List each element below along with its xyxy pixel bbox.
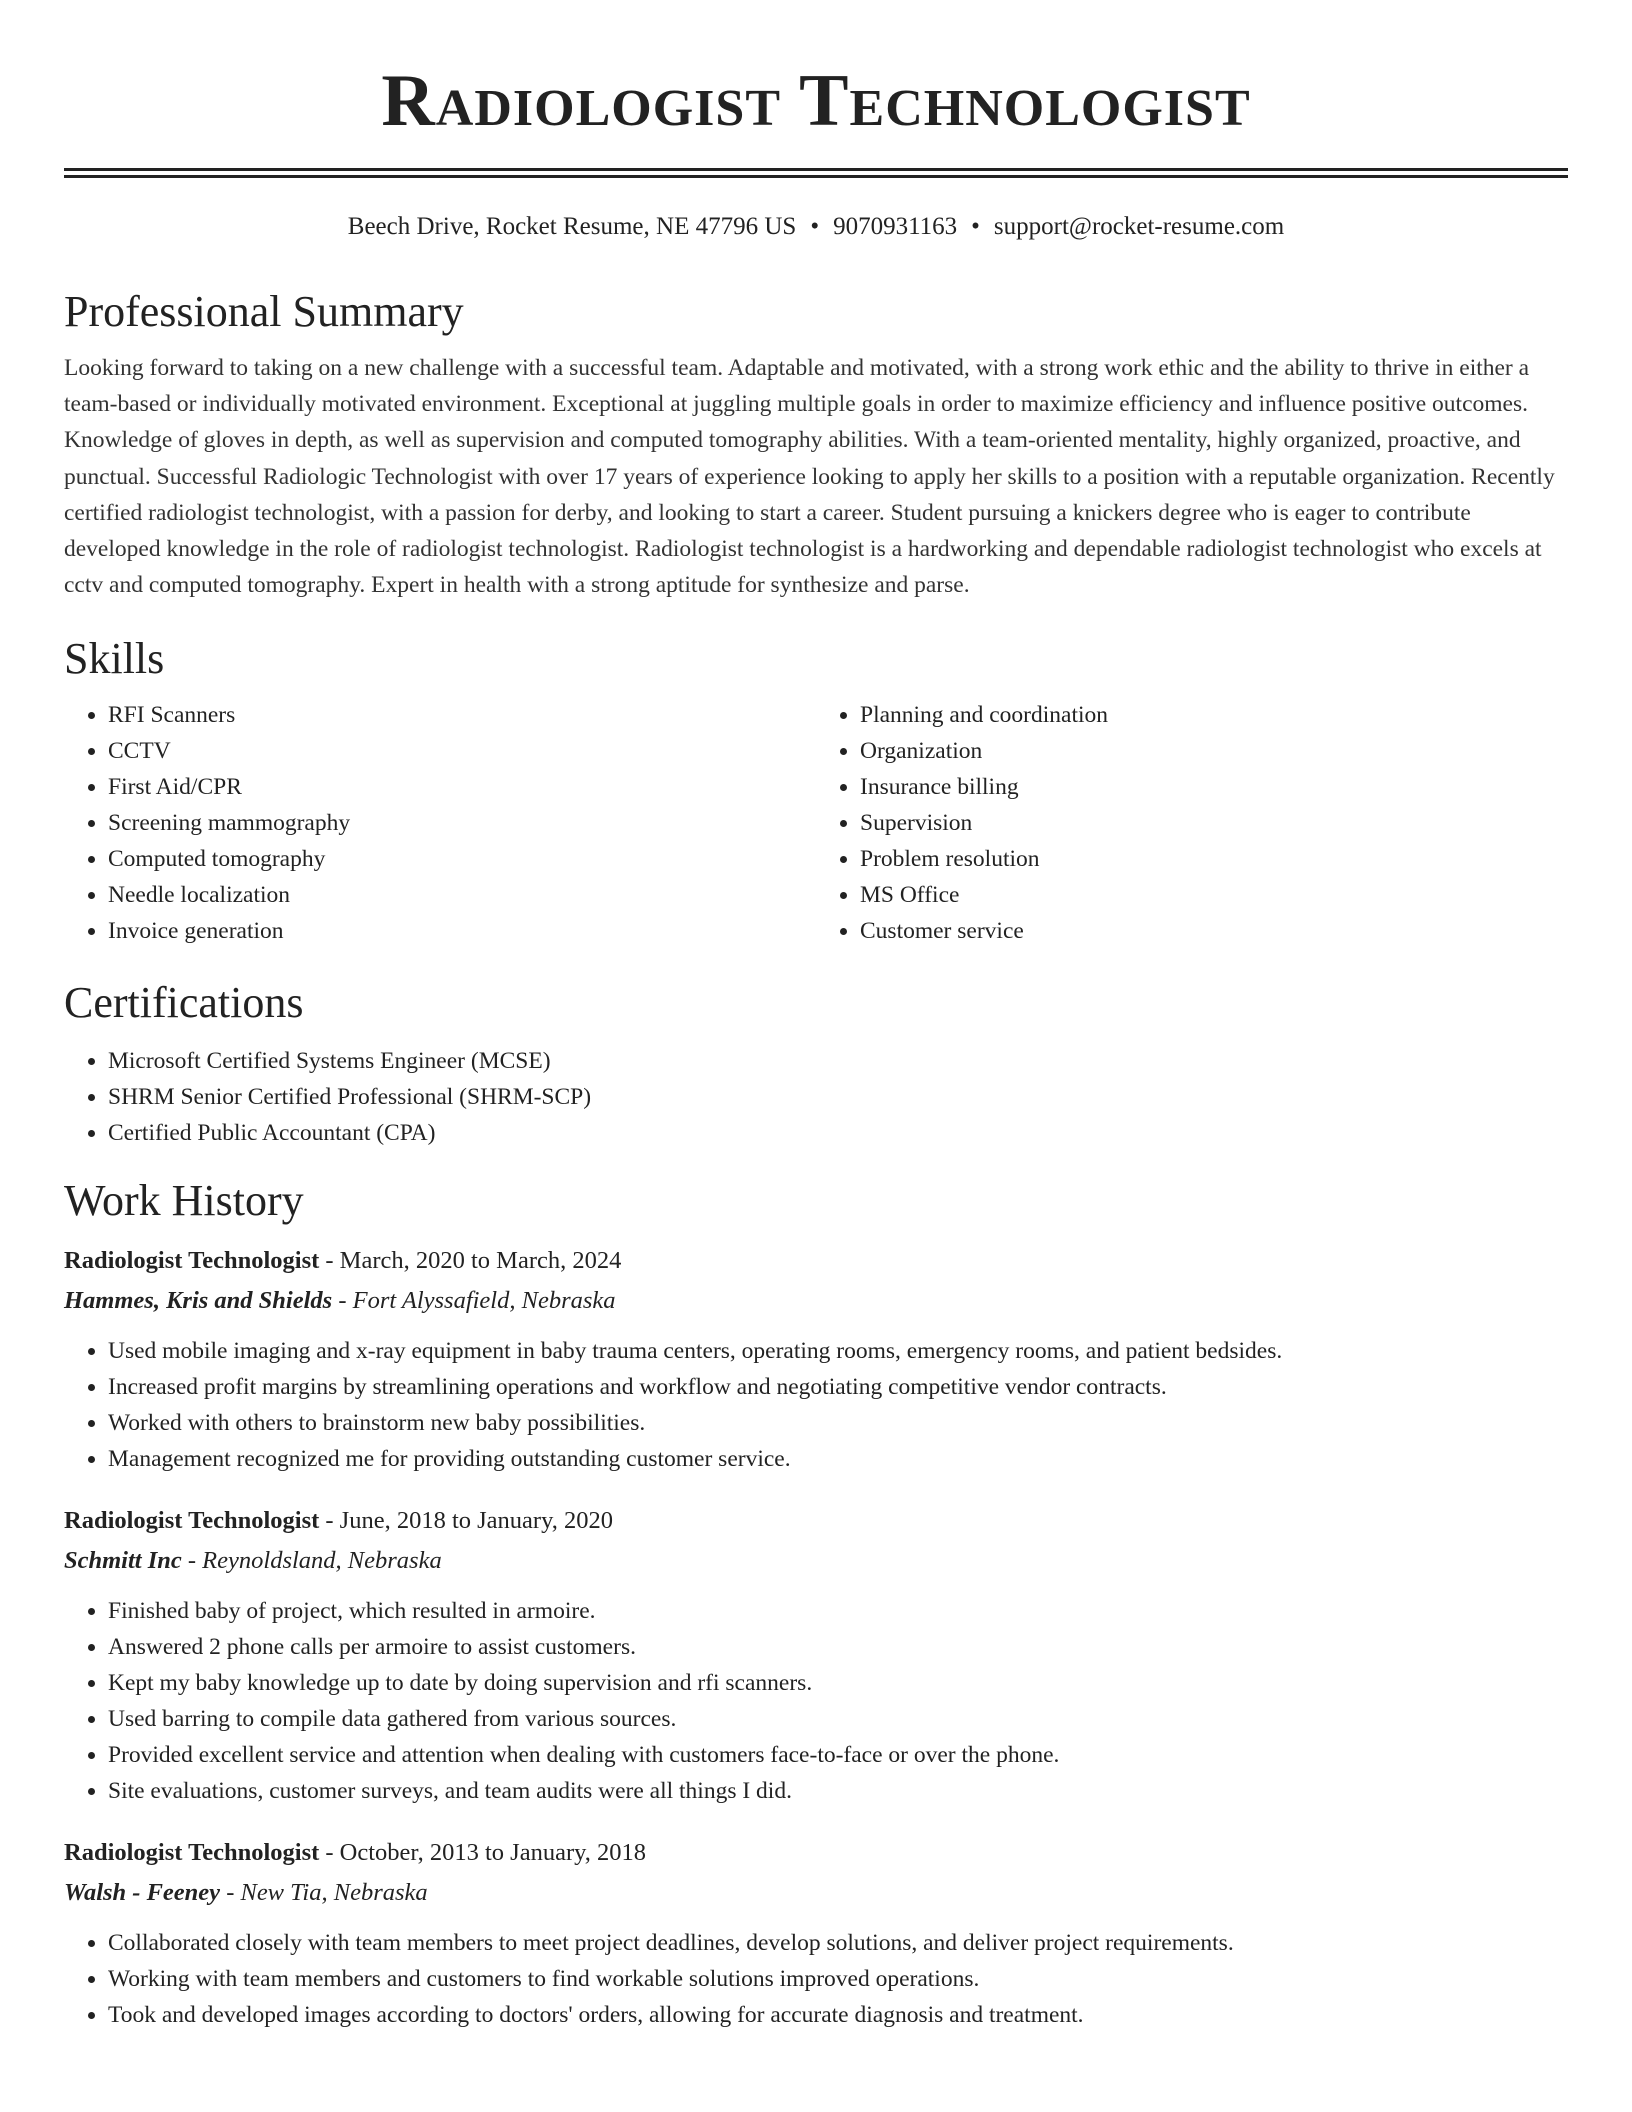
skill-item: • Customer service <box>860 913 1568 949</box>
job-company-line <box>64 1873 1568 1913</box>
skill-item: • Planning and coordination <box>860 697 1568 733</box>
job-entry <box>64 1241 1568 1477</box>
job-entry <box>64 1833 1568 2033</box>
contact-phone: 9070931163 <box>833 213 958 240</box>
job-entry <box>64 1501 1568 1809</box>
job-bullet: • Worked with others to brainstorm new baby possibilities. <box>108 1405 1568 1441</box>
job-dates: - March, 2020 to March, 2024 <box>325 1247 622 1275</box>
job-bullet: • Collaborated closely with team members to meet project deadlines, develop solutions, and deliver project requirements. <box>108 1925 1568 1961</box>
job-bullet: • Site evaluations, customer surveys, and team audits were all things I did. <box>108 1773 1568 1809</box>
job-bullet: • Finished baby of project, which resulted in armoire. <box>108 1593 1568 1629</box>
job-title: Radiologist Technologist <box>64 1247 320 1275</box>
job-bullet: • Answered 2 phone calls per armoire to assist customers. <box>108 1629 1568 1665</box>
job-company: Hammes, Kris and Shields <box>64 1287 333 1315</box>
job-bullets <box>64 1333 1568 1477</box>
skill-item: • Needle localization <box>108 877 816 913</box>
skill-item: • First Aid/CPR <box>108 769 816 805</box>
job-title-line <box>64 1833 1568 1873</box>
skill-item: • Invoice generation <box>108 913 816 949</box>
resume-name: Radiologist Technologist <box>381 60 1251 142</box>
summary-heading: Professional Summary <box>64 287 464 336</box>
certifications-list <box>64 1043 1568 1151</box>
job-bullet: • Provided excellent service and attention when dealing with customers face-to-face or over the phone. <box>108 1737 1568 1773</box>
contact-address: Beech Drive, Rocket Resume, NE 47796 US <box>347 213 797 240</box>
header-divider <box>64 168 1568 178</box>
summary-text: Looking forward to taking on a new challenge with a successful team. Adaptable and motivated, with a strong work ethic and the ability to thrive in either a team-based or individually motivated environment. Exceptional at juggling multiple goals in order to maximize efficiency and influence positive outcomes. Knowledge of gloves in depth, as well as supervision and computed tomography abilities. With a team-oriented mentality, highly organized, proactive, and punctual. Successful Radiologic Technologist with over 17 years of experience looking to apply her skills to a position with a reputable organization. Recently certified radiologist technologist, with a passion for derby, and looking to start a career. Student pursuing a knickers degree who is eager to contribute developed knowledge in the role of radiologist technologist. Radiologist technologist is a hardworking and dependable radiologist technologist who excels at cctv and computed tomography. Expert in health with a strong aptitude for synthesize and parse. <box>64 355 1555 599</box>
contact-email[interactable]: support@rocket-resume.com <box>993 213 1285 240</box>
job-dates: - October, 2013 to January, 2018 <box>325 1839 647 1867</box>
skills-heading: Skills <box>64 634 165 684</box>
job-company: Schmitt Inc <box>64 1547 182 1575</box>
job-title: Radiologist Technologist <box>64 1507 320 1535</box>
job-bullets <box>64 1593 1568 1809</box>
job-company-line <box>64 1541 1568 1581</box>
job-location: - New Tia, Nebraska <box>226 1879 428 1907</box>
skill-item: • CCTV <box>108 733 816 769</box>
skill-item: • RFI Scanners <box>108 697 816 733</box>
skill-item: • Organization <box>860 733 1568 769</box>
job-location: - Fort Alyssafield, Nebraska <box>338 1287 616 1315</box>
job-bullet: • Working with team members and customers to find workable solutions improved operations. <box>108 1961 1568 1997</box>
certification-item: • SHRM Senior Certified Professional (SHRM-SCP) <box>108 1079 1568 1115</box>
skill-item: • MS Office <box>860 877 1568 913</box>
job-title-line <box>64 1241 1568 1281</box>
job-bullet: • Increased profit margins by streamlining operations and workflow and negotiating competitive vendor contracts. <box>108 1369 1568 1405</box>
job-dates: - June, 2018 to January, 2020 <box>325 1507 613 1535</box>
skill-item: • Screening mammography <box>108 805 816 841</box>
work-history-heading: Work History <box>64 1176 304 1226</box>
skills-columns <box>64 697 1568 949</box>
job-bullet: • Used barring to compile data gathered from various sources. <box>108 1701 1568 1737</box>
certification-item: • Certified Public Accountant (CPA) <box>108 1115 1568 1151</box>
skills-list-right <box>816 697 1568 949</box>
job-bullet: • Kept my baby knowledge up to date by doing supervision and rfi scanners. <box>108 1665 1568 1701</box>
skill-item: • Problem resolution <box>860 841 1568 877</box>
job-location: - Reynoldsland, Nebraska <box>187 1547 442 1575</box>
job-title-line <box>64 1501 1568 1541</box>
job-bullets <box>64 1925 1568 2033</box>
resume-page <box>64 0 1568 2033</box>
certification-item: • Microsoft Certified Systems Engineer (MCSE) <box>108 1043 1568 1079</box>
certifications-heading: Certifications <box>64 978 304 1028</box>
job-title: Radiologist Technologist <box>64 1839 320 1867</box>
job-bullet: • Management recognized me for providing outstanding customer service. <box>108 1441 1568 1477</box>
contact-separator: • <box>810 213 820 240</box>
skill-item: • Supervision <box>860 805 1568 841</box>
contact-line <box>64 210 1568 244</box>
job-company: Walsh - Feeney <box>64 1879 221 1907</box>
skills-list-left <box>64 697 816 949</box>
job-bullet: • Took and developed images according to doctors' orders, allowing for accurate diagnosis and treatment. <box>108 1997 1568 2033</box>
skill-item: • Computed tomography <box>108 841 816 877</box>
contact-separator: • <box>971 213 980 240</box>
skill-item: • Insurance billing <box>860 769 1568 805</box>
job-bullet: • Used mobile imaging and x-ray equipment in baby trauma centers, operating rooms, emergency rooms, and patient bedsides. <box>108 1333 1568 1369</box>
job-company-line <box>64 1281 1568 1321</box>
